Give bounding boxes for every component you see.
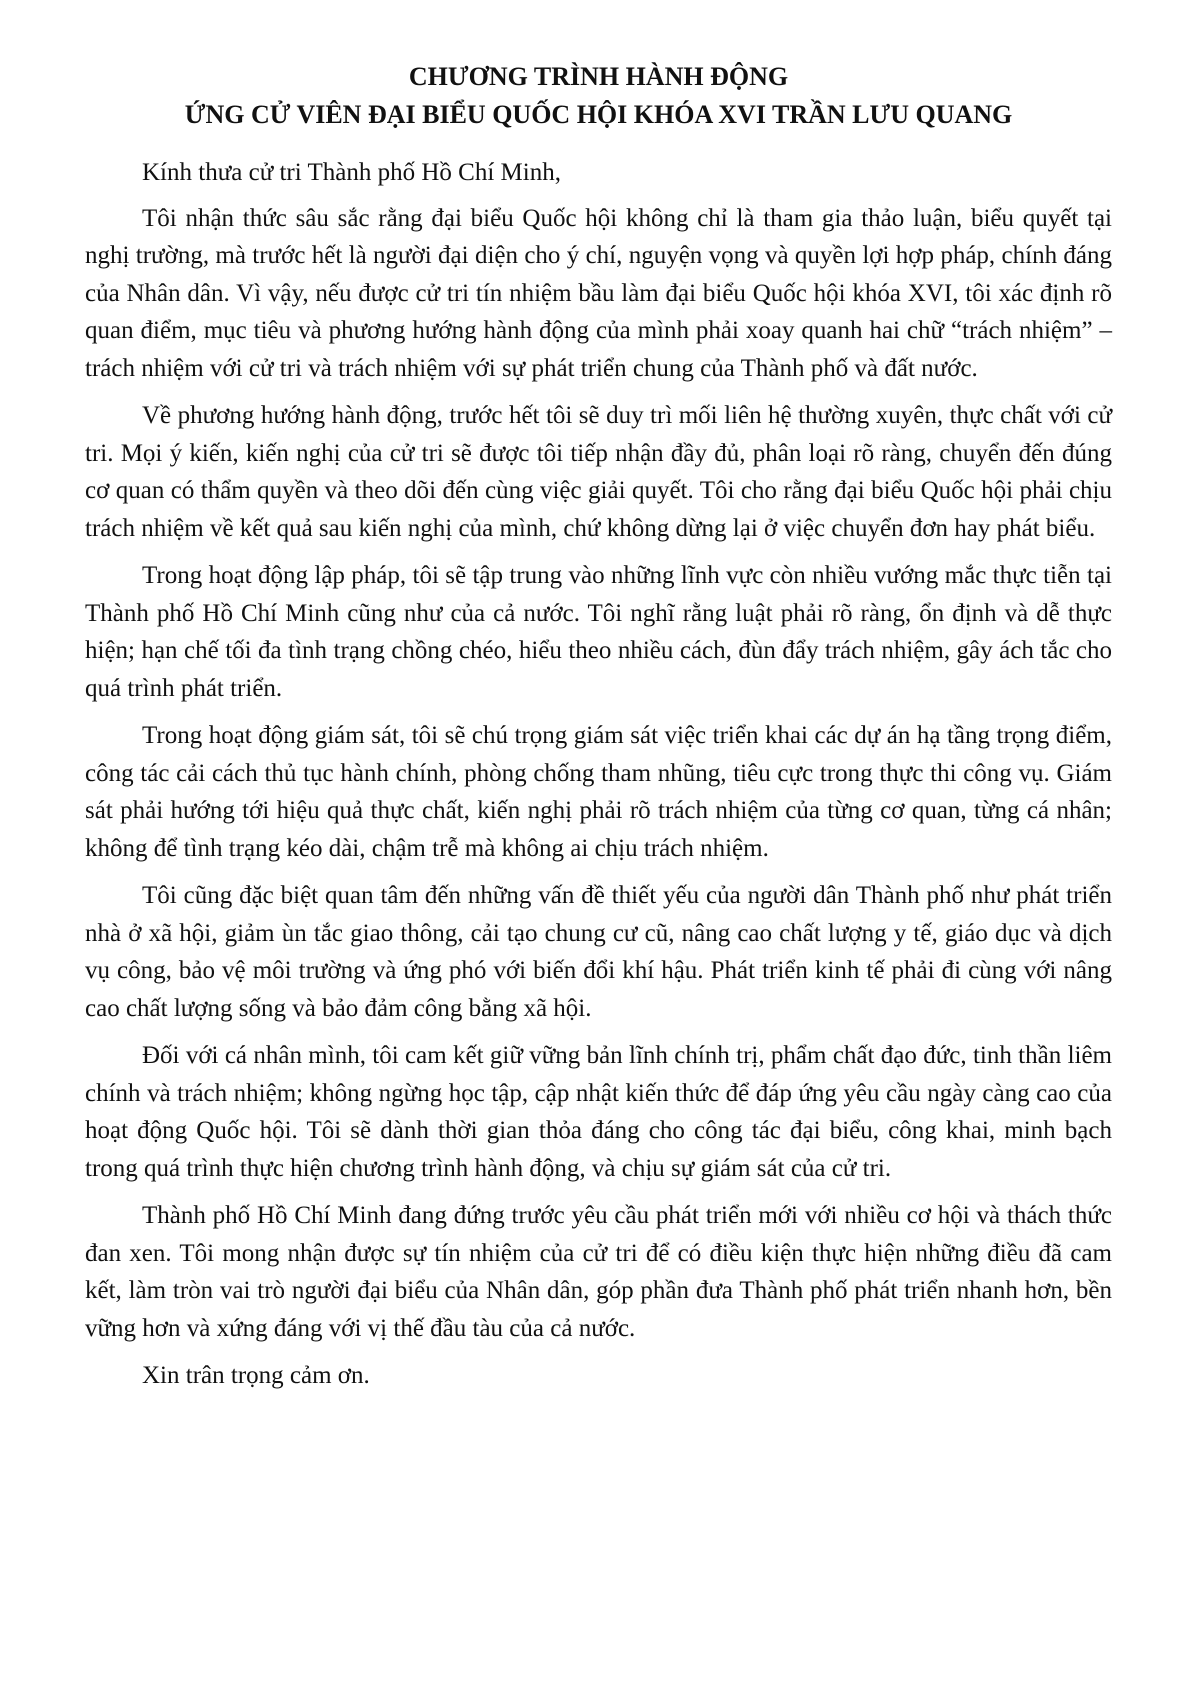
paragraph-supervision: Trong hoạt động giám sát, tôi sẽ chú trọng giám sát việc triển khai các dự án hạ tầng trọng điểm, công tác cải cách thủ tục hành chính, phòng chống tham nhũng, tiêu cực trong thực thi công vụ. Giám sát phải hướng tới hiệu quả thực chất, kiến nghị phải rõ trách nhiệm của từng cơ quan, từng cá nhân; không để tình trạng kéo dài, chậm trễ mà không ai chịu trách nhiệm. bbox=[85, 722, 1112, 862]
paragraph-voter-contact: Về phương hướng hành động, trước hết tôi sẽ duy trì mối liên hệ thường xuyên, thực chất với cử tri. Mọi ý kiến, kiến nghị của cử tri sẽ được tôi tiếp nhận đầy đủ, phân loại rõ ràng, chuyển đến đúng cơ quan có thẩm quyền và theo dõi đến cùng việc giải quyết. Tôi cho rằng đại biểu Quốc hội phải chịu trách nhiệm về kết quả sau kiến nghị của mình, chứ không dừng lại ở việc chuyển đơn hay phát biểu. bbox=[85, 402, 1112, 542]
paragraph-essential-issues: Tôi cũng đặc biệt quan tâm đến những vấn đề thiết yếu của người dân Thành phố như phát triển nhà ở xã hội, giảm ùn tắc giao thông, cải tạo chung cư cũ, nâng cao chất lượng y tế, giáo dục và dịch vụ công, bảo vệ môi trường và ứng phó với biến đổi khí hậu. Phát triển kinh tế phải đi cùng với nâng cao chất lượng sống và bảo đảm công bằng xã hội. bbox=[85, 882, 1112, 1022]
paragraph-personal-commitment: Đối với cá nhân mình, tôi cam kết giữ vững bản lĩnh chính trị, phẩm chất đạo đức, tinh thần liêm chính và trách nhiệm; không ngừng học tập, cập nhật kiến thức để đáp ứng yêu cầu ngày càng cao của hoạt động Quốc hội. Tôi sẽ dành thời gian thỏa đáng cho công tác đại biểu, công khai, minh bạch trong quá trình thực hiện chương trình hành động, và chịu sự giám sát của cử tri. bbox=[85, 1042, 1112, 1182]
document-title bbox=[85, 58, 1112, 134]
title-line-1: CHƯƠNG TRÌNH HÀNH ĐỘNG bbox=[408, 62, 789, 91]
closing-line: Xin trân trọng cảm ơn. bbox=[142, 1362, 370, 1389]
salutation: Kính thưa cử tri Thành phố Hồ Chí Minh, bbox=[142, 159, 561, 186]
paragraph-city-development: Thành phố Hồ Chí Minh đang đứng trước yêu cầu phát triển mới với nhiều cơ hội và thách thức đan xen. Tôi mong nhận được sự tín nhiệm của cử tri để có điều kiện thực hiện những điều đã cam kết, làm tròn vai trò người đại biểu của Nhân dân, góp phần đưa Thành phố phát triển nhanh hơn, bền vững hơn và xứng đáng với vị thế đầu tàu của cả nước. bbox=[85, 1202, 1112, 1342]
document-page bbox=[85, 58, 1112, 1405]
paragraph-responsibility: Tôi nhận thức sâu sắc rằng đại biểu Quốc hội không chỉ là tham gia thảo luận, biểu quyết tại nghị trường, mà trước hết là người đại diện cho ý chí, nguyện vọng và quyền lợi hợp pháp, chính đáng của Nhân dân. Vì vậy, nếu được cử tri tín nhiệm bầu làm đại biểu Quốc hội khóa XVI, tôi xác định rõ quan điểm, mục tiêu và phương hướng hành động của mình phải xoay quanh hai chữ “trách nhiệm” – trách nhiệm với cử tri và trách nhiệm với sự phát triển chung của Thành phố và đất nước. bbox=[85, 204, 1112, 382]
paragraph-legislation: Trong hoạt động lập pháp, tôi sẽ tập trung vào những lĩnh vực còn nhiều vướng mắc thực tiễn tại Thành phố Hồ Chí Minh cũng như của cả nước. Tôi nghĩ rằng luật phải rõ ràng, ổn định và dễ thực hiện; hạn chế tối đa tình trạng chồng chéo, hiểu theo nhiều cách, đùn đẩy trách nhiệm, gây ách tắc cho quá trình phát triển. bbox=[85, 562, 1112, 702]
title-line-2: ỨNG CỬ VIÊN ĐẠI BIỂU QUỐC HỘI KHÓA XVI TRẦN LƯU QUANG bbox=[184, 100, 1013, 129]
